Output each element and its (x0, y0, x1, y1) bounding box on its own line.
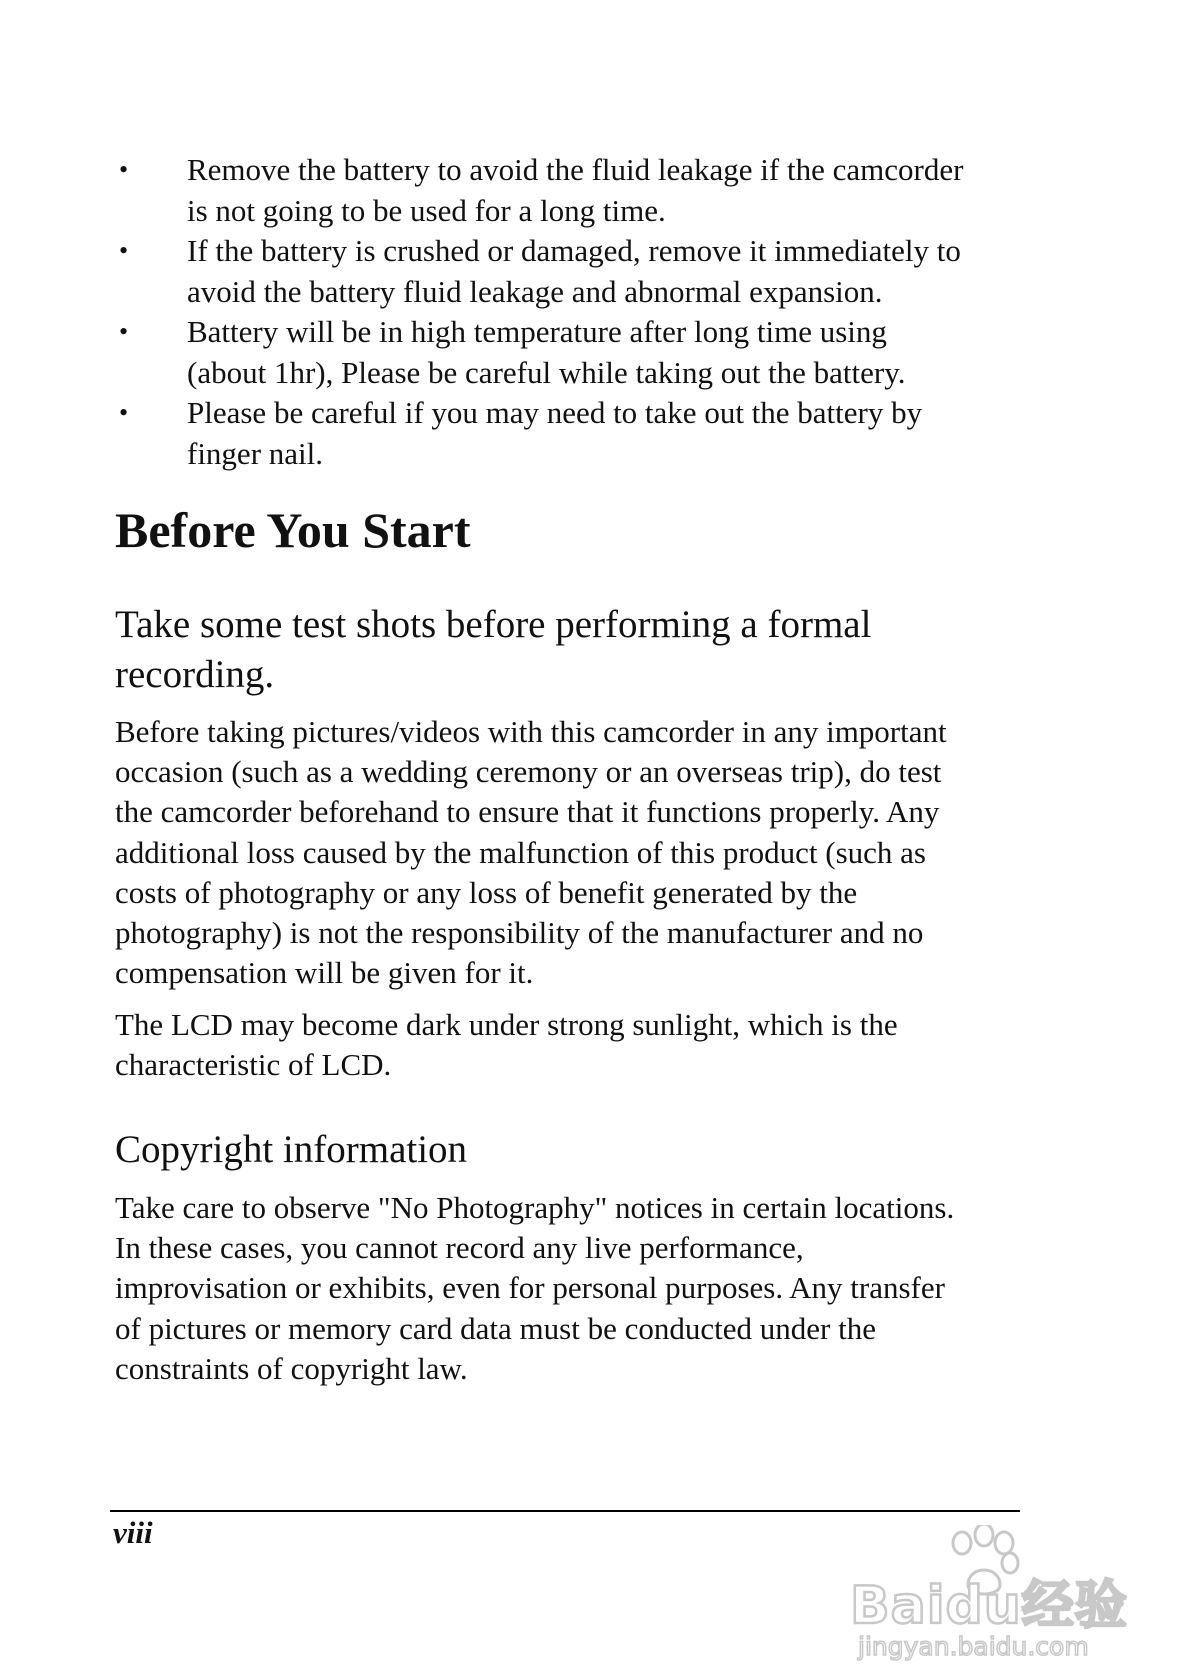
paragraph-line: costs of photography or any loss of benefit generated by the (115, 874, 858, 910)
bullet-icon: • (119, 317, 129, 346)
test-shots-heading (115, 600, 1075, 700)
paragraph-line: photography) is not the responsibility of the manufacturer and no (115, 915, 924, 951)
paragraph-line: improvisation or exhibits, even for personal purposes. Any transfer (115, 1270, 945, 1306)
copyright-paragraph (115, 1188, 1095, 1389)
watermark-brand: Baidu经验 (850, 1576, 1128, 1636)
paragraph-line: of pictures or memory card data must be conducted under the (115, 1310, 876, 1346)
paragraph-line: The LCD may become dark under strong sunlight, which is the (115, 1007, 898, 1042)
paragraph-line: Before taking pictures/videos with this camcorder in any important (115, 714, 947, 749)
heading-line: Take some test shots before performing a formal (115, 603, 872, 646)
list-item (115, 312, 1085, 393)
paragraph-line: characteristic of LCD. (115, 1047, 392, 1083)
list-item (115, 231, 1085, 312)
paragraph-line: Take care to observe "No Photography" notices in certain locations. (115, 1190, 955, 1225)
list-item-line: is not going to be used for a long time. (187, 192, 666, 228)
test-shots-paragraph (115, 712, 1095, 993)
page-number: viii (113, 1515, 153, 1550)
baidu-watermark (850, 1525, 1140, 1665)
list-item-line: finger nail. (187, 435, 324, 471)
list-item-line: If the battery is crushed or damaged, remove it immediately to (187, 233, 961, 268)
bullet-icon: • (119, 398, 129, 427)
section-title: Before You Start (115, 502, 471, 558)
battery-precautions-list (115, 150, 1085, 474)
bullet-icon: • (119, 155, 129, 184)
bullet-icon: • (119, 236, 129, 265)
list-item-line: Remove the battery to avoid the fluid leakage if the camcorder (187, 152, 964, 187)
copyright-heading: Copyright information (115, 1128, 468, 1171)
paragraph-line: occasion (such as a wedding ceremony or an overseas trip), do test (115, 754, 942, 790)
list-item (115, 393, 1085, 474)
watermark-url: jingyan.baidu.com (858, 1632, 1089, 1661)
list-item-line: Please be careful if you may need to take out the battery by (187, 395, 923, 430)
list-item-line: (about 1hr), Please be careful while taking out the battery. (187, 354, 906, 390)
paragraph-line: compensation will be given for it. (115, 955, 534, 991)
paragraph-line: constraints of copyright law. (115, 1350, 468, 1386)
footer-divider (110, 1510, 1020, 1512)
list-item-line: Battery will be in high temperature after long time using (187, 314, 887, 349)
paragraph-line: additional loss caused by the malfunction of this product (such as (115, 834, 926, 870)
lcd-paragraph (115, 1005, 1095, 1085)
list-item (115, 150, 1085, 231)
paragraph-line: the camcorder beforehand to ensure that it functions properly. Any (115, 794, 940, 830)
heading-line: recording. (115, 653, 275, 696)
list-item-line: avoid the battery fluid leakage and abnormal expansion. (187, 273, 883, 309)
paragraph-line: In these cases, you cannot record any live performance, (115, 1230, 804, 1266)
